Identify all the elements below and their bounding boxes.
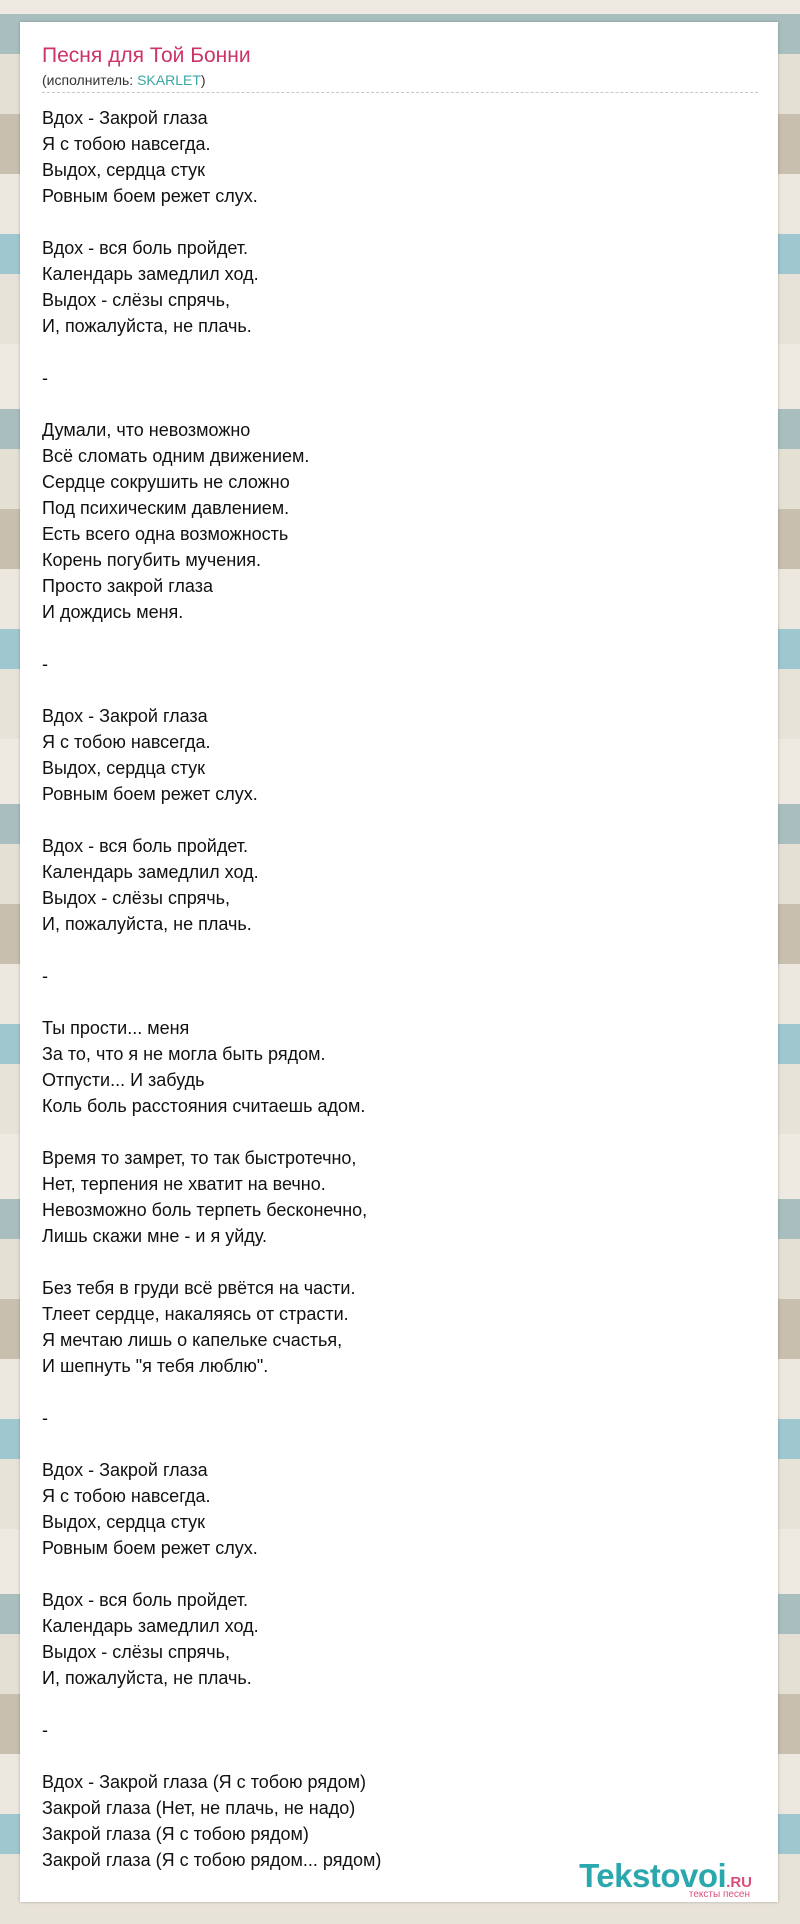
performer-line bbox=[42, 72, 758, 93]
lyrics-line: Я с тобою навсегда. bbox=[42, 1486, 211, 1506]
lyrics-blank-line bbox=[42, 989, 758, 1015]
lyrics-text bbox=[42, 105, 758, 1873]
lyrics-blank-line bbox=[42, 625, 758, 651]
lyrics-line: Корень погубить мучения. bbox=[42, 550, 262, 570]
lyrics-blank-line bbox=[42, 1379, 758, 1405]
performer-link[interactable]: SKARLET bbox=[137, 72, 201, 88]
lyrics-line: Думали, что невозможно bbox=[42, 420, 251, 440]
lyrics-blank-line bbox=[42, 937, 758, 963]
lyrics-line: И шепнуть "я тебя люблю". bbox=[42, 1356, 269, 1376]
lyrics-line: Лишь скажи мне - и я уйду. bbox=[42, 1226, 267, 1246]
lyrics-line: Календарь замедлил ход. bbox=[42, 1616, 259, 1636]
site-logo[interactable] bbox=[579, 1857, 752, 1900]
lyrics-line: Вдох - вся боль пройдет. bbox=[42, 1590, 249, 1610]
lyrics-line: - bbox=[42, 654, 48, 674]
lyrics-line: Всё сломать одним движением. bbox=[42, 446, 310, 466]
lyrics-line: Выдох - слёзы спрячь, bbox=[42, 888, 231, 908]
lyrics-line: И дождись меня. bbox=[42, 602, 184, 622]
lyrics-blank-line bbox=[42, 1249, 758, 1275]
lyrics-blank-line bbox=[42, 677, 758, 703]
lyrics-line: Вдох - Закрой глаза bbox=[42, 108, 208, 128]
lyrics-line: Без тебя в груди всё рвётся на части. bbox=[42, 1278, 356, 1298]
logo-tagline: тексты песен bbox=[688, 1889, 750, 1900]
lyrics-line: Под психическим давлением. bbox=[42, 498, 290, 518]
lyrics-line: Вдох - Закрой глаза bbox=[42, 706, 208, 726]
lyrics-line: Ровным боем режет слух. bbox=[42, 186, 258, 206]
lyrics-line: Просто закрой глаза bbox=[42, 576, 213, 596]
lyrics-line: Вдох - вся боль пройдет. bbox=[42, 836, 249, 856]
lyrics-line: Вдох - вся боль пройдет. bbox=[42, 238, 249, 258]
lyrics-line: Отпусти... И забудь bbox=[42, 1070, 205, 1090]
lyrics-line: Ровным боем режет слух. bbox=[42, 784, 258, 804]
lyrics-line: Тлеет сердце, накаляясь от страсти. bbox=[42, 1304, 349, 1324]
lyrics-line: Закрой глаза (Я с тобою рядом... рядом) bbox=[42, 1850, 382, 1870]
lyrics-blank-line bbox=[42, 1743, 758, 1769]
lyrics-line: Выдох, сердца стук bbox=[42, 758, 206, 778]
lyrics-line: Я мечтаю лишь о капельке счастья, bbox=[42, 1330, 343, 1350]
song-title: Песня для Той Бонни bbox=[42, 44, 251, 67]
lyrics-line: Есть всего одна возможность bbox=[42, 524, 289, 544]
lyrics-line: Коль боль расстояния считаешь адом. bbox=[42, 1096, 366, 1116]
lyrics-line: - bbox=[42, 966, 48, 986]
performer-suffix: ) bbox=[200, 72, 206, 88]
lyrics-blank-line bbox=[42, 1561, 758, 1587]
lyrics-line: Выдох, сердца стук bbox=[42, 160, 206, 180]
lyrics-line: Я с тобою навсегда. bbox=[42, 732, 211, 752]
performer-prefix: (исполнитель: bbox=[42, 72, 138, 88]
lyrics-line: Закрой глаза (Я с тобою рядом) bbox=[42, 1824, 309, 1844]
lyrics-line: Время то замрет, то так быстротечно, bbox=[42, 1148, 357, 1168]
lyrics-blank-line bbox=[42, 807, 758, 833]
lyrics-line: Ровным боем режет слух. bbox=[42, 1538, 258, 1558]
lyrics-blank-line bbox=[42, 1431, 758, 1457]
logo-tld: .RU bbox=[726, 1874, 752, 1891]
lyrics-line: Ты прости... меня bbox=[42, 1018, 190, 1038]
lyrics-line: Выдох - слёзы спрячь, bbox=[42, 1642, 231, 1662]
lyrics-blank-line bbox=[42, 1691, 758, 1717]
lyrics-line: Календарь замедлил ход. bbox=[42, 862, 259, 882]
lyrics-blank-line bbox=[42, 391, 758, 417]
lyrics-page bbox=[20, 22, 778, 1902]
lyrics-line: - bbox=[42, 1408, 48, 1428]
lyrics-line: Вдох - Закрой глаза (Я с тобою рядом) bbox=[42, 1772, 366, 1792]
lyrics-line: И, пожалуйста, не плачь. bbox=[42, 914, 252, 934]
lyrics-blank-line bbox=[42, 209, 758, 235]
lyrics-line: Нет, терпения не хватит на вечно. bbox=[42, 1174, 326, 1194]
logo-word: Tekstovoi bbox=[579, 1857, 727, 1894]
lyrics-line: За то, что я не могла быть рядом. bbox=[42, 1044, 326, 1064]
lyrics-line: Календарь замедлил ход. bbox=[42, 264, 259, 284]
lyrics-blank-line bbox=[42, 339, 758, 365]
lyrics-line: Я с тобою навсегда. bbox=[42, 134, 211, 154]
lyrics-line: Выдох, сердца стук bbox=[42, 1512, 206, 1532]
lyrics-blank-line bbox=[42, 1119, 758, 1145]
lyrics-line: Закрой глаза (Нет, не плачь, не надо) bbox=[42, 1798, 356, 1818]
lyrics-line: И, пожалуйста, не плачь. bbox=[42, 316, 252, 336]
lyrics-line: - bbox=[42, 1720, 48, 1740]
lyrics-line: - bbox=[42, 368, 48, 388]
lyrics-line: Вдох - Закрой глаза bbox=[42, 1460, 208, 1480]
lyrics-line: Невозможно боль терпеть бесконечно, bbox=[42, 1200, 368, 1220]
lyrics-line: Выдох - слёзы спрячь, bbox=[42, 290, 231, 310]
lyrics-line: И, пожалуйста, не плачь. bbox=[42, 1668, 252, 1688]
lyrics-line: Сердце сокрушить не сложно bbox=[42, 472, 290, 492]
